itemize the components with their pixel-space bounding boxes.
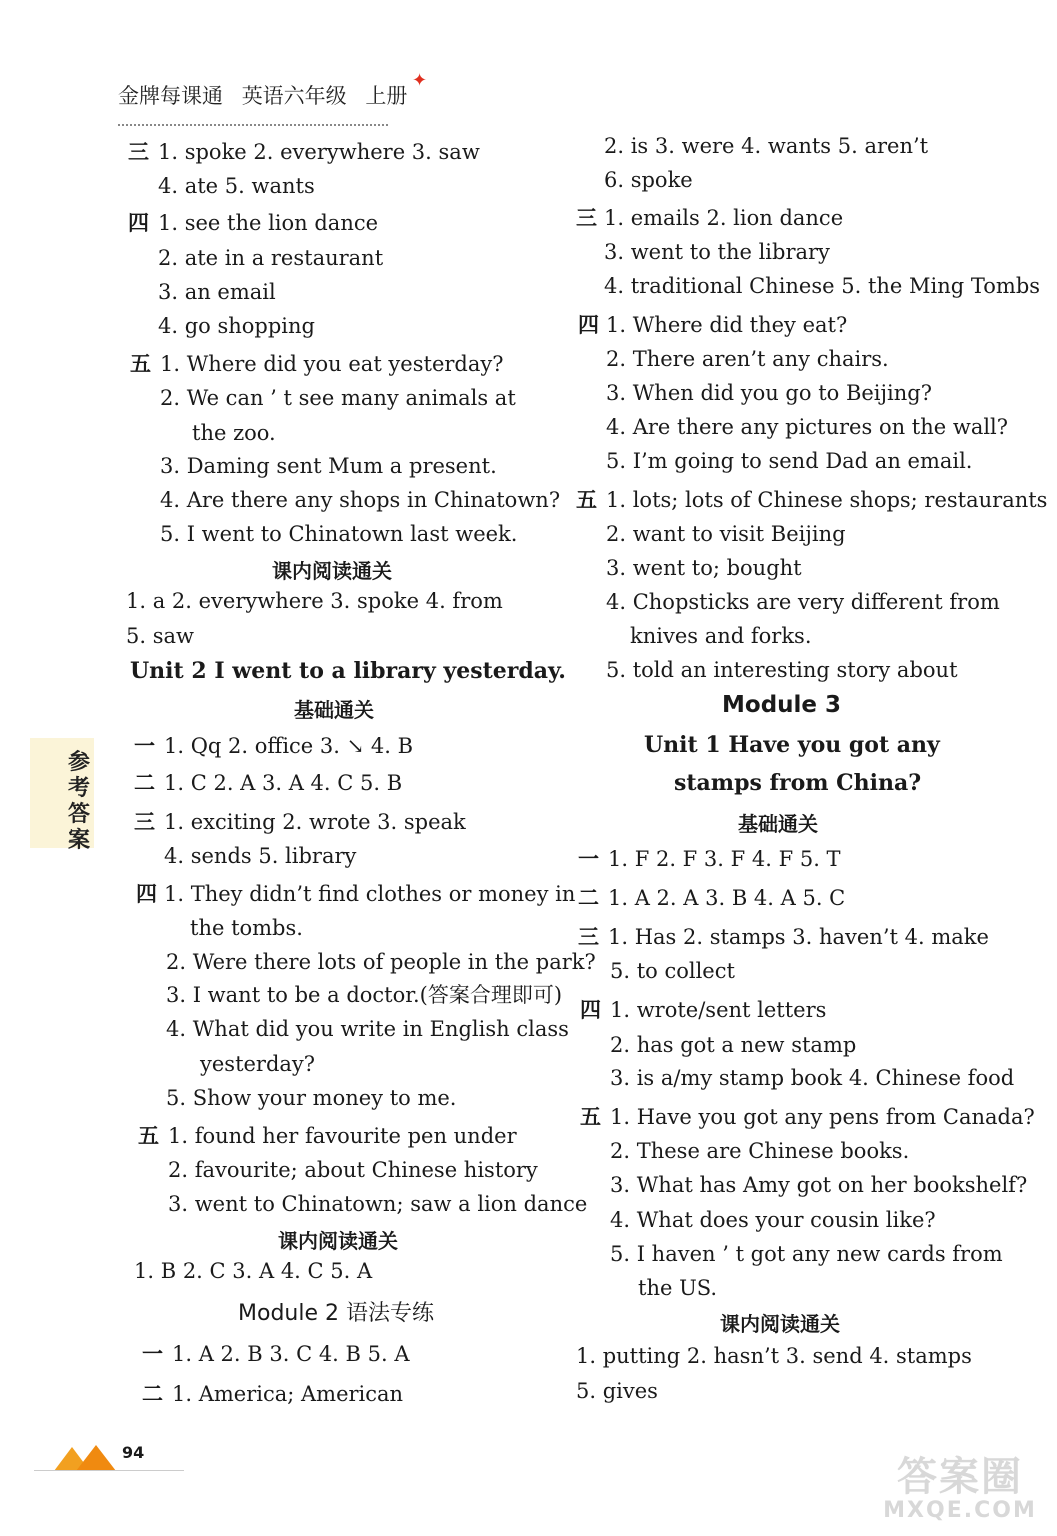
star-icon: ✦ (412, 70, 428, 91)
question-number: 一 (578, 847, 599, 871)
unit-title: Unit 2 I went to a library yesterday. (130, 658, 566, 684)
header-divider (118, 124, 388, 126)
question-number: 五 (576, 488, 597, 512)
question-number: 五 (130, 352, 151, 376)
unit-title: stamps from China? (674, 770, 922, 796)
answer-line: 2. Were there lots of people in the park? (166, 950, 596, 974)
answer-line: 5. I’m going to send Dad an email. (606, 449, 973, 473)
answer-line: 4. What does your cousin like? (610, 1208, 936, 1232)
watermark-top: 答案圈 (897, 1454, 1023, 1500)
question-number: 三 (576, 206, 597, 230)
answer-line: 1. Have you got any pens from Canada? (610, 1105, 1035, 1129)
section-heading: 课内阅读通关 (278, 1229, 398, 1253)
mountain-icon (54, 1443, 118, 1471)
question-number: 三 (128, 140, 149, 164)
answer-line: 3. What has Amy got on her bookshelf? (610, 1173, 1028, 1197)
answer-line: the zoo. (192, 421, 276, 445)
module-title: Module 3 (722, 692, 842, 718)
answer-line: 1. Where did you eat yesterday? (160, 352, 504, 376)
answer-line: 2. These are Chinese books. (610, 1139, 910, 1163)
answer-line: 1. A 2. B 3. C 4. B 5. A (172, 1342, 410, 1366)
answer-line: 2. ate in a restaurant (158, 246, 384, 270)
answer-line: 3. went to Chinatown; saw a lion dance (168, 1192, 588, 1216)
answer-line: 1. lots; lots of Chinese shops; restaurants (606, 488, 1048, 512)
answer-line: 4. sends 5. library (164, 844, 357, 868)
question-number: 三 (578, 925, 599, 949)
question-number: 一 (134, 734, 155, 758)
answer-line: 5. gives (576, 1379, 658, 1403)
answer-line: 1. spoke 2. everywhere 3. saw (158, 140, 480, 164)
answer-line: 2. is 3. were 4. wants 5. aren’t (604, 134, 929, 158)
answer-line: 6. spoke (604, 168, 693, 192)
brand-name: 金牌每课通 (118, 84, 223, 108)
question-number: 三 (134, 810, 155, 834)
answer-line: 3. Daming sent Mum a present. (160, 454, 497, 478)
answer-line: yesterday? (200, 1052, 316, 1076)
question-number: 四 (136, 882, 157, 906)
answer-line: 2. favourite; about Chinese history (168, 1158, 538, 1182)
answer-line: 1. B 2. C 3. A 4. C 5. A (134, 1259, 373, 1283)
answer-line: 1. found her favourite pen under (168, 1124, 517, 1148)
answer-line: 5. told an interesting story about (606, 658, 958, 682)
answer-line: 5. to collect (610, 959, 735, 983)
question-number: 四 (580, 998, 601, 1022)
volume: 上册 (365, 84, 408, 108)
answer-line: 4. ate 5. wants (158, 174, 315, 198)
unit-title: Unit 1 Have you got any (644, 732, 940, 758)
section-heading: 课内阅读通关 (720, 1312, 840, 1336)
answer-line: 2. We can ’ t see many animals at (160, 386, 516, 410)
section-heading: 基础通关 (738, 812, 818, 836)
question-number: 二 (142, 1382, 163, 1406)
answer-line: 1. wrote/sent letters (610, 998, 827, 1022)
answer-line: 4. Chopsticks are very different from (606, 590, 1000, 614)
watermark-bottom: MXQE.COM (883, 1498, 1037, 1523)
answer-line: 3. When did you go to Beijing? (606, 381, 932, 405)
answer-line: 1. A 2. A 3. B 4. A 5. C (608, 886, 846, 910)
answer-line: 3. an email (158, 280, 276, 304)
answer-line: 2. has got a new stamp (610, 1033, 857, 1057)
answer-line: 4. What did you write in English class (166, 1017, 569, 1041)
answer-line: 1. F 2. F 3. F 4. F 5. T (608, 847, 841, 871)
answer-line: 3. went to; bought (606, 556, 802, 580)
answer-line: 4. Are there any shops in Chinatown? (160, 488, 561, 512)
question-number: 四 (578, 313, 599, 337)
sidebar-label: 参考答案 (68, 750, 91, 853)
answer-line: 3. I want to be a doctor.(答案合理即可) (166, 983, 563, 1007)
section-heading: 基础通关 (294, 698, 374, 722)
question-number: 一 (142, 1342, 163, 1366)
answer-line: 1. America; American (172, 1382, 404, 1406)
answer-line: knives and forks. (630, 624, 812, 648)
answer-line: 1. C 2. A 3. A 4. C 5. B (164, 771, 403, 795)
answer-line: the US. (638, 1276, 718, 1300)
subject: 英语六年级 (241, 84, 347, 108)
answer-line: 1. Qq 2. office 3. ↘ 4. B (164, 734, 414, 758)
answer-line: 1. Has 2. stamps 3. haven’t 4. make (608, 925, 989, 949)
answer-line: 1. exciting 2. wrote 3. speak (164, 810, 466, 834)
module-title: Module 2 语法专练 (238, 1301, 434, 1326)
answer-line: 4. Are there any pictures on the wall? (606, 415, 1009, 439)
answer-line: 5. Show your money to me. (166, 1086, 457, 1110)
answer-line: 4. traditional Chinese 5. the Ming Tombs (604, 274, 1041, 298)
answer-line: 1. emails 2. lion dance (604, 206, 844, 230)
answer-line: 5. I went to Chinatown last week. (160, 522, 518, 546)
answer-line: 5. saw (126, 624, 194, 648)
answer-line: 1. putting 2. hasn’t 3. send 4. stamps (576, 1344, 972, 1368)
question-number: 四 (128, 211, 149, 235)
watermark-logo (875, 1445, 1045, 1535)
answer-line: the tombs. (190, 916, 303, 940)
question-number: 二 (134, 771, 155, 795)
question-number: 二 (578, 886, 599, 910)
answer-line: 5. I haven ’ t got any new cards from (610, 1242, 1003, 1266)
answer-line: 1. see the lion dance (158, 211, 379, 235)
answer-line: 2. There aren’t any chairs. (606, 347, 889, 371)
question-number: 五 (138, 1124, 159, 1148)
page-number: 94 (122, 1443, 145, 1462)
answer-line: 3. went to the library (604, 240, 830, 264)
answer-line: 3. is a/my stamp book 4. Chinese food (610, 1066, 1015, 1090)
answer-line: 2. want to visit Beijing (606, 522, 846, 546)
question-number: 五 (580, 1105, 601, 1129)
page-header (118, 80, 419, 120)
answer-line: 4. go shopping (158, 314, 315, 338)
section-heading: 课内阅读通关 (272, 559, 392, 583)
answer-line: 1. a 2. everywhere 3. spoke 4. from (126, 589, 503, 613)
footer-divider (34, 1470, 184, 1471)
answer-line: 1. Where did they eat? (606, 313, 848, 337)
answer-line: 1. They didn’t find clothes or money in (164, 882, 576, 906)
